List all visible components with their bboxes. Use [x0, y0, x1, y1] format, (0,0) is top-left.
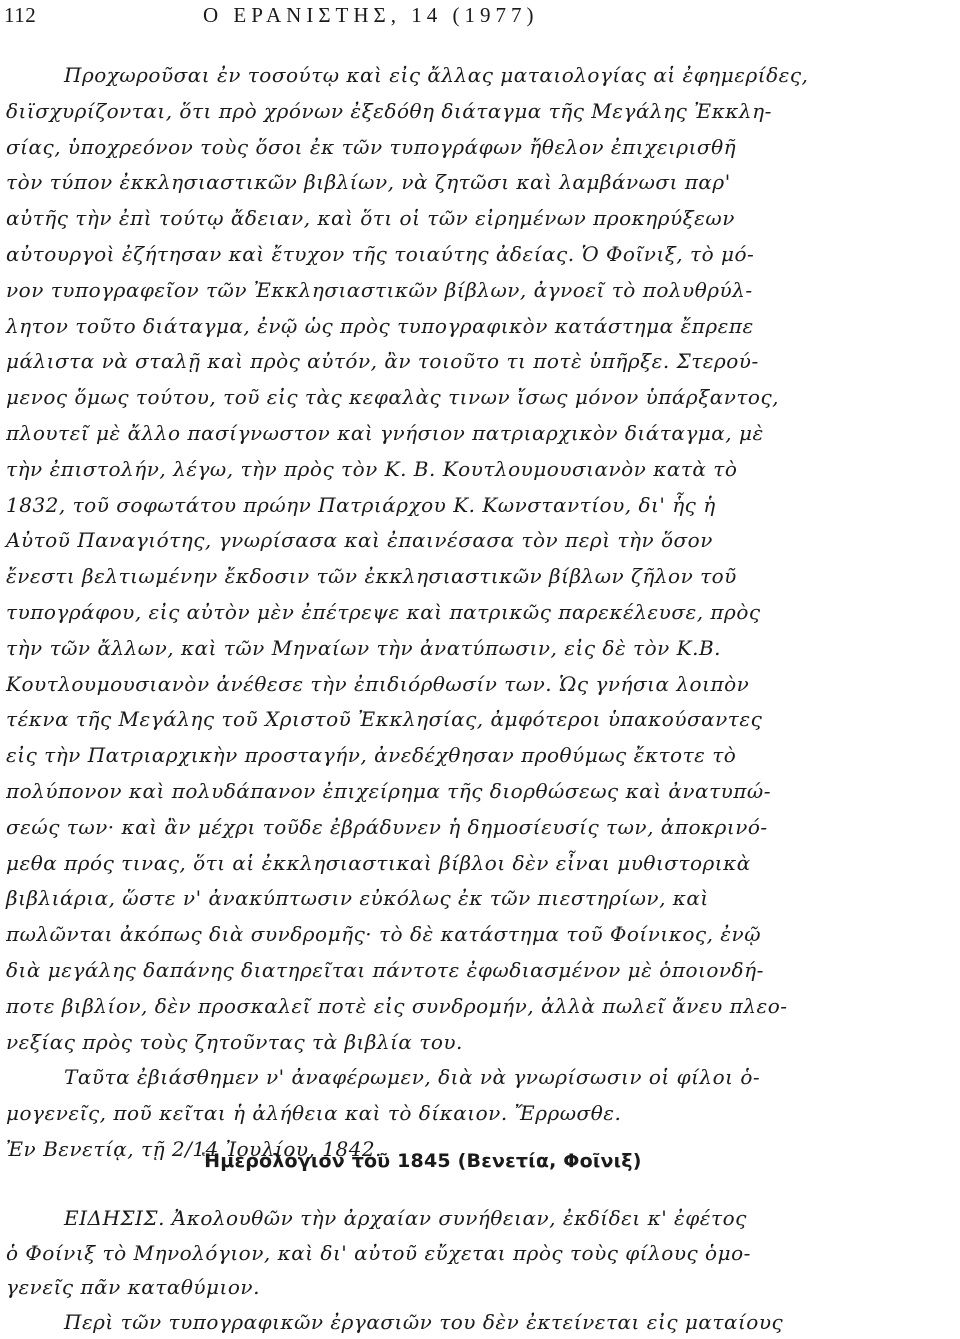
body-line: τὴν τῶν ἄλλων, καὶ τῶν Μηναίων τὴν ἀνατύπωσιν, εἰς δὲ τὸν Κ.Β. — [6, 631, 786, 667]
body-line: μάλιστα νὰ σταλῇ καὶ πρὸς αὐτόν, ἂν τοιοῦτο τι ποτὲ ὑπῆρξε. Στερού- — [6, 344, 786, 380]
body-line: εἰς τὴν Πατριαρχικὴν προσταγήν, ἀνεδέχθησαν προθύμως ἔκτοτε τὸ — [6, 738, 786, 774]
body-line: πωλῶνται ἀκόπως διὰ συνδρομῆς· τὸ δὲ κατάστημα τοῦ Φοίνικος, ἐνῷ — [6, 917, 786, 953]
body-line: Κουτλουμουσιανὸν ἀνέθεσε τὴν ἐπιδιόρθωσίν των. Ὡς γνήσια λοιπὸν — [6, 667, 786, 703]
body-line: διϊσχυρίζονται, ὅτι πρὸ χρόνων ἐξεδόθη διάταγμα τῆς Μεγάλης Ἐκκλη- — [6, 94, 786, 130]
body-line: διὰ μεγάλης δαπάνης διατηρεῖται πάντοτε ἐφωδιασμένον μὲ ὁποιονδή- — [6, 953, 786, 989]
body-line: Ταῦτα ἐβιάσθημεν ν' ἀναφέρωμεν, διὰ νὰ γνωρίσωσιν οἱ φίλοι ὁ- — [6, 1060, 786, 1096]
body-line: τὸν τύπον ἐκκλησιαστικῶν βιβλίων, νὰ ζητῶσι καὶ λαμβάνωσι παρ' — [6, 165, 786, 201]
body-line: Αὐτοῦ Παναγιότης, γνωρίσασα καὶ ἐπαινέσασα τὸν περὶ τὴν ὅσον — [6, 523, 786, 559]
body-line: 1832, τοῦ σοφωτάτου πρώην Πατριάρχου Κ. Κωνσταντίου, δι' ἧς ἡ — [6, 488, 786, 524]
body-line: σίας, ὑποχρεόνον τοὺς ὅσοι ἐκ τῶν τυπογράφων ἤθελον ἐπιχειρισθῆ — [6, 130, 786, 166]
body-line: πολύπονον καὶ πολυδάπανον ἐπιχείρημα τῆς διορθώσεως καὶ ἀνατυπώ- — [6, 774, 786, 810]
body-line: μενος ὅμως τούτου, τοῦ εἰς τὰς κεφαλὰς τινων ἴσως μόνον ὑπάρξαντος, — [6, 380, 786, 416]
notice-line: γενεῖς πᾶν καταθύμιον. — [6, 1270, 786, 1305]
body-line: τὴν ἐπιστολήν, λέγω, τὴν πρὸς τὸν Κ. Β. Κουτλουμουσιανὸν κατὰ τὸ — [6, 452, 786, 488]
body-line: λητον τοῦτο διάταγμα, ἐνῷ ὡς πρὸς τυπογραφικὸν κατάστημα ἔπρεπε — [6, 309, 786, 345]
body-line: ἔνεστι βελτιωμένην ἔκδοσιν τῶν ἐκκλησιαστικῶν βίβλων ζῆλον τοῦ — [6, 559, 786, 595]
notice-line: ὁ Φοίνιξ τὸ Μηνολόγιον, καὶ δι' αὐτοῦ εὔχεται πρὸς τοὺς φίλους ὁμο- — [6, 1236, 786, 1271]
body-line: μεθα πρός τινας, ὅτι αἱ ἐκκλησιαστικαὶ βίβλοι δὲν εἶναι μυθιστορικὰ — [6, 846, 786, 882]
notice-line: Περὶ τῶν τυπογραφικῶν ἐργασιῶν του δὲν ἐκτείνεται εἰς ματαίους — [6, 1305, 786, 1339]
body-line: πλουτεῖ μὲ ἄλλο πασίγνωστον καὶ γνήσιον πατριαρχικὸν διάταγμα, μὲ — [6, 416, 786, 452]
journal-title: Ο ΕΡΑΝΙΣΤΗΣ, 14 (1977) — [203, 3, 539, 28]
body-line: τέκνα τῆς Μεγάλης τοῦ Χριστοῦ Ἐκκλησίας, ἀμφότεροι ὑπακούσαντες — [6, 702, 786, 738]
running-head — [4, 3, 624, 35]
body-line: τυπογράφου, εἰς αὐτὸν μὲν ἐπέτρεψε καὶ πατρικῶς παρεκέλευσε, πρὸς — [6, 595, 786, 631]
body-line: νον τυπογραφεῖον τῶν Ἐκκλησιαστικῶν βίβλων, ἀγνοεῖ τὸ πολυθρύλ- — [6, 273, 786, 309]
section-heading: Ἡμερολόγιον τοῦ 1845 (Βενετία, Φοῖνιξ) — [202, 1150, 642, 1172]
notice-text — [6, 1201, 786, 1339]
body-line: Ἐν Βενετίᾳ, τῇ 2/14 Ἰουλίου, 1842. — [6, 1132, 786, 1168]
body-line: αὐτῆς τὴν ἐπὶ τούτῳ ἄδειαν, καὶ ὅτι οἱ τῶν εἰρημένων προκηρύξεων — [6, 201, 786, 237]
body-line: ποτε βιβλίον, δὲν προσκαλεῖ ποτὲ εἰς συνδρομήν, ἀλλὰ πωλεῖ ἄνευ πλεο- — [6, 989, 786, 1025]
body-line: νεξίας πρὸς τοὺς ζητοῦντας τὰ βιβλία του. — [6, 1025, 786, 1061]
body-line: μογενεῖς, ποῦ κεῖται ἡ ἀλήθεια καὶ τὸ δίκαιον. Ἔρρωσθε. — [6, 1096, 786, 1132]
body-text — [6, 58, 786, 1168]
body-line: βιβλιάρια, ὥστε ν' ἀνακύπτωσιν εὐκόλως ἐκ τῶν πιεστηρίων, καὶ — [6, 881, 786, 917]
notice-line: ΕΙΔΗΣΙΣ. Ἀκολουθῶν τὴν ἀρχαίαν συνήθειαν, ἐκδίδει κ' ἐφέτος — [6, 1201, 786, 1236]
body-line: Προχωροῦσαι ἐν τοσούτῳ καὶ εἰς ἄλλας ματαιολογίας αἱ ἐφημερίδες, — [6, 58, 786, 94]
page-number: 112 — [4, 3, 36, 28]
body-line: σεώς των· καὶ ἂν μέχρι τοῦδε ἐβράδυνεν ἡ δημοσίευσίς των, ἀποκρινό- — [6, 810, 786, 846]
body-line: αὐτουργοὶ ἐζήτησαν καὶ ἔτυχον τῆς τοιαύτης ἀδείας. Ὁ Φοῖνιξ, τὸ μό- — [6, 237, 786, 273]
